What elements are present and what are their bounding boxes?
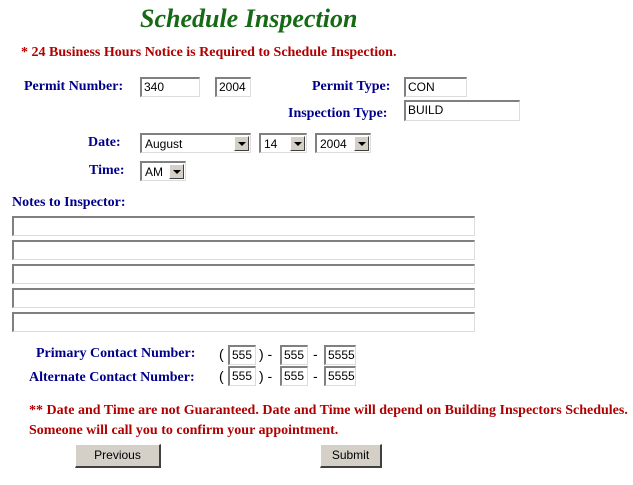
open-paren: ( bbox=[219, 346, 224, 362]
open-paren: ( bbox=[219, 368, 224, 384]
notes-label: Notes to Inspector: bbox=[12, 195, 126, 210]
inspection-type-label: Inspection Type: bbox=[288, 106, 388, 121]
month-select[interactable] bbox=[140, 133, 251, 153]
permit-number-field-1[interactable]: 340 bbox=[140, 77, 200, 97]
primary-line-field[interactable]: 5555 bbox=[324, 345, 356, 365]
notes-line-4[interactable] bbox=[12, 288, 475, 308]
date-label: Date: bbox=[88, 135, 121, 150]
year-value: 2004 bbox=[320, 137, 347, 151]
time-select[interactable] bbox=[140, 161, 186, 181]
notes-line-2[interactable] bbox=[12, 240, 475, 260]
dash: - bbox=[313, 368, 318, 384]
inspection-type-field[interactable]: BUILD bbox=[404, 100, 520, 121]
time-label: Time: bbox=[89, 163, 125, 178]
primary-prefix-field[interactable]: 555 bbox=[280, 345, 308, 365]
day-value: 14 bbox=[264, 137, 278, 151]
disclaimer-text: ** Date and Time are not Guaranteed. Date and Time will depend on Building Inspectors Schedules. Someone will call you to confirm your appointment. bbox=[29, 403, 628, 438]
dash: - bbox=[313, 346, 318, 362]
notes-line-1[interactable] bbox=[12, 216, 475, 236]
primary-area-code-field[interactable]: 555 bbox=[228, 345, 256, 365]
alternate-line-field[interactable]: 5555 bbox=[324, 366, 356, 386]
permit-number-field-2[interactable]: 2004 bbox=[215, 77, 251, 97]
chevron-down-icon[interactable] bbox=[354, 136, 369, 151]
permit-type-field[interactable]: CON bbox=[404, 77, 467, 97]
alternate-prefix-field[interactable]: 555 bbox=[280, 366, 308, 386]
page-title: Schedule Inspection bbox=[140, 4, 358, 33]
previous-button[interactable]: Previous bbox=[75, 444, 161, 468]
notes-line-3[interactable] bbox=[12, 264, 475, 284]
permit-type-label: Permit Type: bbox=[312, 79, 391, 94]
chevron-down-icon[interactable] bbox=[169, 164, 184, 179]
alternate-contact-label: Alternate Contact Number: bbox=[29, 370, 195, 385]
year-select[interactable] bbox=[315, 133, 371, 153]
close-paren-dash: ) - bbox=[259, 368, 273, 384]
notes-line-5[interactable] bbox=[12, 312, 475, 332]
chevron-down-icon[interactable] bbox=[234, 136, 249, 151]
notice-text: * 24 Business Hours Notice is Required to Schedule Inspection. bbox=[21, 45, 397, 60]
time-value: AM bbox=[145, 165, 163, 179]
permit-number-label: Permit Number: bbox=[24, 79, 124, 94]
primary-contact-label: Primary Contact Number: bbox=[36, 346, 196, 361]
month-value: August bbox=[145, 137, 183, 151]
close-paren-dash: ) - bbox=[259, 346, 273, 362]
alternate-area-code-field[interactable]: 555 bbox=[228, 366, 256, 386]
chevron-down-icon[interactable] bbox=[290, 136, 305, 151]
day-select[interactable] bbox=[259, 133, 307, 153]
submit-button[interactable]: Submit bbox=[320, 444, 382, 468]
